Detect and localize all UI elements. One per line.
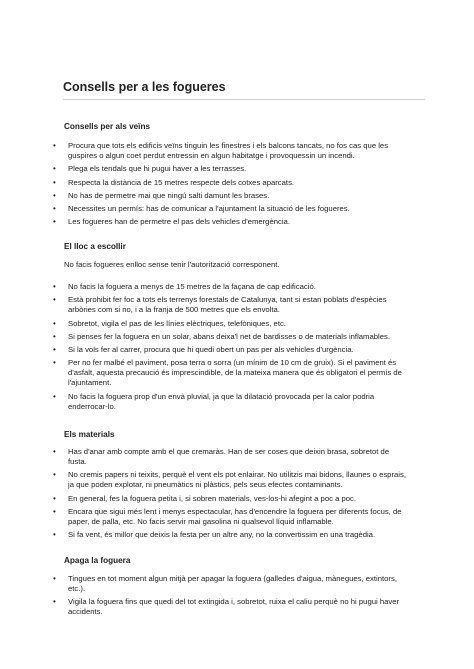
bullet-icon: • [53, 318, 56, 328]
bullet-icon: • [53, 204, 56, 214]
list-veins [0, 141, 410, 231]
list-item: • Tingues en tot moment algun mitjà per apagar la foguera (galledes d'aigua, mànegues, extintors, etc.). [53, 574, 397, 593]
list-item: • Està prohibit fer foc a tots els terrenys forestals de Catalunya, tant si estan poblats d'espècies arbòries com si no, i a la franja de 500 metres que els envolta. [53, 295, 387, 315]
list-item: • No facis la foguera a menys de 15 metres de la façana de cap edificació. [53, 282, 316, 291]
bullet-icon: • [53, 141, 56, 150]
list-item: • Necessites un permís: has de comunicar a l'ajuntament la situació de les fogueres. [53, 204, 350, 214]
page-title: Consells per a les fogueres [63, 80, 226, 94]
list-item: • Per no fer malbé el paviment, posa terra o sorra (un mínim de 10 cm de gruix). Si el paviment és d'asfalt, aquesta precaució és imprescindible, de la mateixa manera que és obligatori el permís de l'ajuntament. [53, 358, 402, 388]
list-item: • Procura que tots els edificis veïns tinguin les finestres i els balcons tancats, no fos cas que les guspires o algun coet perdut entressin en algun habitatge i provoquessin un incendi. [53, 141, 389, 160]
section-heading-materials: Els materials [64, 430, 115, 439]
bullet-icon: • [53, 177, 56, 187]
list-item: • Respecta la distància de 15 metres respecte dels cotxes aparcats. [53, 177, 295, 187]
list-item: • Plega els tendals que hi pugui haver a les terrasses. [53, 164, 247, 174]
bullet-icon: • [53, 295, 56, 305]
bullet-icon: • [53, 358, 56, 368]
section-heading-veins: Consells per als veïns [64, 122, 151, 131]
bullet-icon: • [53, 164, 56, 174]
list-item: • Les fogueres han de permetre el pas dels vehicles d'emergència. [53, 217, 290, 227]
bullet-icon: • [53, 597, 56, 607]
list-item: • En general, fes la foguera petita i, si sobren materials, ves-los-hi afegint a poc a poc. [53, 493, 357, 503]
list-item: • Si fa vent, és millor que deixis la festa per un altre any, no la convertissim en una tragèdia. [53, 530, 376, 540]
bullet-icon: • [53, 331, 56, 341]
list-item: • Si la vols fer al carrer, procura que hi quedi obert un pas per als vehicles d'urgència. [53, 345, 354, 355]
bullet-icon: • [53, 447, 56, 456]
list-item: • No cremis papers ni teixits, perquè el vent els pot enlairar. No utilitzis mai bidons, llaunes o esprais, ja que poden explotar, ni pneumàtics ni plàstics, pels seus efectes contaminants. [53, 470, 406, 490]
list-apaga [0, 574, 410, 621]
list-item: • No has de permetre mai que ningú salti damunt les brases. [53, 190, 270, 200]
bullet-icon: • [53, 345, 56, 355]
bullet-icon: • [53, 506, 56, 516]
list-item: • No facis la foguera prop d'un envà pluvial, ja que la dilatació provocada per la calor podria enderrocar-lo. [53, 391, 375, 411]
bullet-icon: • [53, 574, 56, 583]
bullet-icon: • [53, 282, 56, 291]
list-item: • Vigila la foguera fins que quedi del tot extingida i, sobretot, ruixa el caliu perquè no hi pugui haver accidents. [53, 597, 400, 617]
list-lloc [0, 282, 410, 415]
bullet-icon: • [53, 391, 56, 401]
list-materials [0, 447, 410, 543]
list-item: • Encara que sigui més lent i menys espectacular, has d'encendre la foguera per diferents focus, de paper, de palla, etc. No facis servir mai gasolina ni qualsevol líquid inflamable. [53, 506, 402, 526]
bullet-icon: • [53, 190, 56, 200]
bullet-icon: • [53, 217, 56, 227]
section-intro-lloc: No facis fogueres enlloc sense tenir l'autorització corresponent. [64, 260, 280, 269]
list-item: • Si penses fer la foguera en un solar, abans deixa'l net de bardisses o de materials inflamables. [53, 331, 390, 341]
bullet-icon: • [53, 493, 56, 503]
section-heading-lloc: El lloc a escollir [64, 242, 126, 251]
list-item: • Sobretot, vigila el pas de les línies elèctriques, telefòniques, etc. [53, 318, 286, 328]
bullet-icon: • [53, 530, 56, 540]
list-item: • Has d'anar amb compte amb el que cremaràs. Han de ser coses que deixin brasa, sobretot de fusta. [53, 447, 390, 466]
title-divider [63, 99, 425, 100]
section-heading-apaga: Apaga la foguera [64, 556, 131, 565]
bullet-icon: • [53, 470, 56, 480]
